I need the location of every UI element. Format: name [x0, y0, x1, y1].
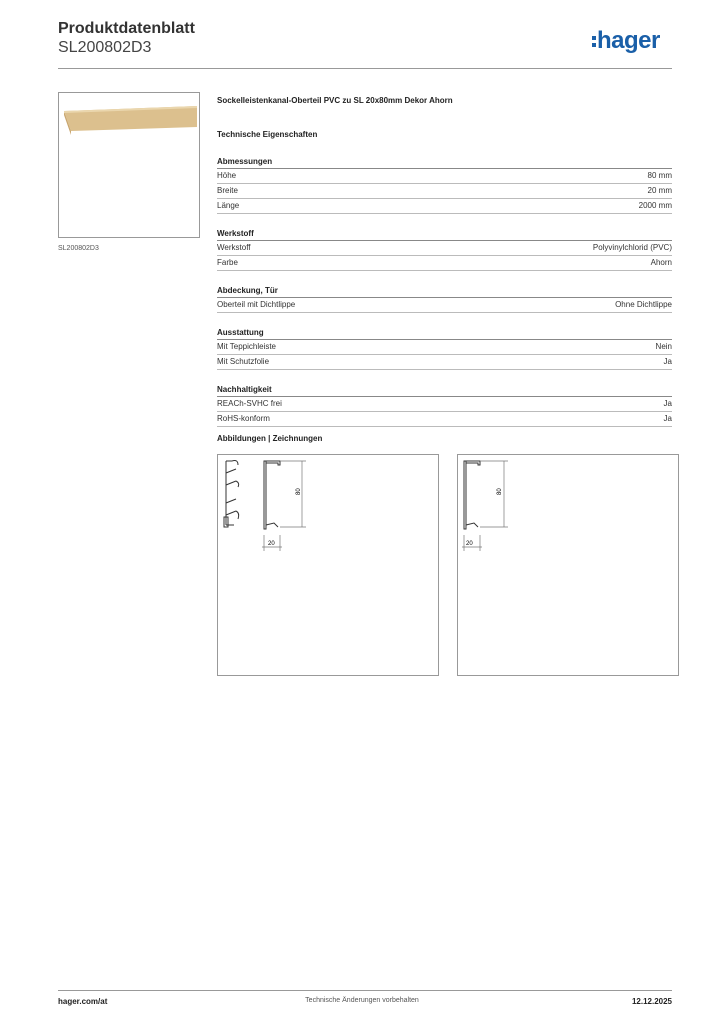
- product-code: SL200802D3: [58, 39, 152, 56]
- product-image: [58, 92, 200, 238]
- spec-group-title: Abdeckung, Tür: [217, 286, 672, 298]
- spec-row: [217, 241, 672, 256]
- spec-label: RoHS-konform: [217, 414, 270, 423]
- spec-row: [217, 412, 672, 427]
- spec-value: Ahorn: [650, 258, 672, 267]
- spec-label: Werkstoff: [217, 243, 251, 252]
- specs-title: Technische Eigenschaften: [217, 130, 318, 139]
- header-divider: [58, 68, 672, 69]
- spec-row: [217, 199, 672, 214]
- spec-label: Mit Schutzfolie: [217, 357, 270, 366]
- spec-value: 2000 mm: [638, 201, 672, 210]
- spec-label: Länge: [217, 201, 240, 210]
- dim-width-label: 20: [466, 541, 473, 547]
- spec-row: [217, 298, 672, 313]
- spec-row: [217, 397, 672, 412]
- spec-label: Mit Teppichleiste: [217, 342, 276, 351]
- spec-label: REACh-SVHC frei: [217, 399, 282, 408]
- drawings-title: Abbildungen | Zeichnungen: [217, 434, 323, 443]
- footer-website[interactable]: hager.com/at: [58, 997, 108, 1006]
- spec-label: Höhe: [217, 171, 237, 180]
- spec-value: Ja: [663, 414, 672, 423]
- logo-text: hager: [597, 27, 660, 54]
- product-details: [217, 96, 672, 427]
- spec-label: Farbe: [217, 258, 238, 267]
- spec-value: 20 mm: [647, 186, 672, 195]
- drawing-profile-with-clips: [217, 454, 439, 676]
- spec-label: Breite: [217, 186, 238, 195]
- spec-value: Ja: [663, 399, 672, 408]
- spec-value: Nein: [655, 342, 672, 351]
- brand-logo: [592, 27, 660, 55]
- spec-group-title: Ausstattung: [217, 328, 672, 340]
- spec-groups: [217, 157, 672, 427]
- spec-value: Ohne Dichtlippe: [615, 300, 672, 309]
- spec-group: [217, 286, 672, 313]
- dim-width-label: 20: [268, 541, 275, 547]
- spec-group-title: Nachhaltigkeit: [217, 385, 672, 397]
- footer-divider: [58, 990, 672, 991]
- spec-group: [217, 229, 672, 271]
- spec-group: [217, 157, 672, 214]
- logo-dots-icon: [592, 33, 596, 50]
- spec-row: [217, 340, 672, 355]
- spec-group-title: Werkstoff: [217, 229, 672, 241]
- footer-date: 12.12.2025: [631, 997, 672, 1006]
- spec-value: Polyvinylchlorid (PVC): [592, 243, 672, 252]
- drawing-profile-cover: [457, 454, 679, 676]
- dim-height-label: 80: [296, 488, 302, 495]
- spec-group-title: Abmessungen: [217, 157, 672, 169]
- spec-row: [217, 169, 672, 184]
- page-title: Produktdatenblatt: [58, 20, 195, 37]
- product-description: Sockelleistenkanal-Oberteil PVC zu SL 20x80mm Dekor Ahorn: [217, 96, 453, 105]
- footer-disclaimer: Technische Änderungen vorbehalten: [305, 997, 419, 1004]
- profile-photo-icon: [59, 93, 199, 237]
- spec-group: [217, 385, 672, 427]
- dim-height-label: 80: [497, 488, 503, 495]
- spec-value: 80 mm: [647, 171, 672, 180]
- product-image-caption: SL200802D3: [58, 245, 99, 252]
- spec-label: Oberteil mit Dichtlippe: [217, 300, 296, 309]
- spec-group: [217, 328, 672, 370]
- spec-row: [217, 184, 672, 199]
- spec-row: [217, 355, 672, 370]
- spec-row: [217, 256, 672, 271]
- spec-value: Ja: [663, 357, 672, 366]
